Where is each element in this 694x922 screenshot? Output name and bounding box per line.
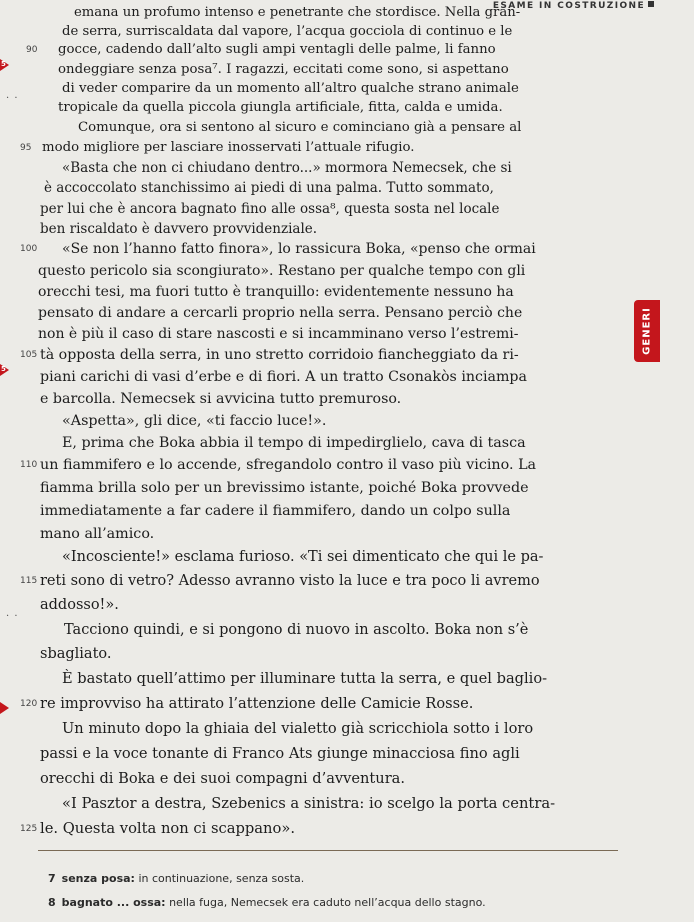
text-line: passi e la voce tonante di Franco Ats giunge minacciosa fino agli xyxy=(40,745,520,762)
text-line: orecchi di Boka e dei suoi compagni d’avventura. xyxy=(40,770,406,787)
text-line: mano all’amico. xyxy=(40,526,155,542)
line-number: 90 xyxy=(26,45,38,55)
side-tab-label: GENERI xyxy=(641,307,653,355)
text-line: de serra, surriscaldata dal vapore, l’acqua gocciola di continuo e le xyxy=(62,24,513,39)
text-line: piani carichi di vasi d’erbe e di fiori. A un tratto Csonakòs inciampa xyxy=(40,369,527,385)
text-line: addosso!». xyxy=(40,597,119,613)
text-line: 120 re improvviso ha attirato l’attenzione delle Camicie Rosse. xyxy=(20,695,474,712)
text-line: per lui che è ancora bagnato fino alle ossa⁸, questa sosta nel locale xyxy=(40,201,500,217)
footnote: 7 senza posa: in continuazione, senza sosta. xyxy=(48,872,305,885)
audio-track-marker-icon[interactable]: 5 xyxy=(0,364,9,376)
line-number: 110 xyxy=(20,460,38,470)
text-line: 125 le. Questa volta non ci scappano». xyxy=(20,820,296,837)
text-line: 110 un fiammifero e lo accende, sfregandolo contro il vaso più vicino. La xyxy=(20,457,537,473)
text-line: tropicale da quella piccola giungla artificiale, fitta, calda e umida. xyxy=(58,100,503,115)
text-line: 105 tà opposta della serra, in uno stretto corridoio fiancheggiato da ri- xyxy=(20,347,519,363)
section-title: ESAME IN COSTRUZIONE xyxy=(492,1,645,11)
footnote-divider xyxy=(38,850,618,851)
audio-track-marker-icon[interactable]: 5 xyxy=(0,59,9,71)
text-line: «Aspetta», gli dice, «ti faccio luce!». xyxy=(62,413,327,429)
footnote: 8 bagnato ... ossa: nella fuga, Nemecsek era caduto nell’acqua dello stagno. xyxy=(48,896,486,909)
margin-dots: · · xyxy=(6,611,19,622)
text-line: 115 reti sono di vetro? Adesso avranno visto la luce e tra poco li avremo xyxy=(20,573,540,589)
text-line: immediatamente a far cadere il fiammifero, dando un colpo sulla xyxy=(40,503,511,519)
text-line: Tacciono quindi, e si pongono di nuovo in ascolto. Boka non s’è xyxy=(64,622,529,638)
text-line: E, prima che Boka abbia il tempo di impedirglielo, cava di tasca xyxy=(62,435,526,451)
line-number: 115 xyxy=(20,576,38,586)
text-line: 90 gocce, cadendo dall’alto sugli ampi ventagli delle palme, li fanno xyxy=(26,42,496,57)
line-number: 95 xyxy=(20,143,32,153)
text-line: pensato di andare a cercarli proprio nella serra. Pensano perciò che xyxy=(38,305,523,321)
text-line: Un minuto dopo la ghiaia del vialetto già scricchiola sotto i loro xyxy=(62,720,534,737)
text-line: «I Pasztor a destra, Szebenics a sinistra: io scelgo la porta centra- xyxy=(62,795,556,812)
text-line: orecchi tesi, ma fuori tutto è tranquillo: evidentemente nessuno ha xyxy=(38,284,514,300)
line-number: 105 xyxy=(20,350,38,360)
line-number: 125 xyxy=(20,824,38,834)
text-line: e barcolla. Nemecsek si avvicina tutto premuroso. xyxy=(40,391,402,407)
text-line: 100 «Se non l’hanno fatto finora», lo rassicura Boka, «penso che ormai xyxy=(20,241,536,257)
text-line: ben riscaldato è davvero provvidenziale. xyxy=(40,221,318,237)
text-line: «Incosciente!» esclama furioso. «Ti sei dimenticato che qui le pa- xyxy=(62,549,544,565)
text-line: emana un profumo intenso e penetrante che stordisce. Nella gran- xyxy=(74,5,521,20)
line-number: 100 xyxy=(20,244,38,254)
text-line: «Basta che non ci chiudano dentro...» mormora Nemecsek, che si xyxy=(62,160,512,176)
text-line: di veder comparire da un momento all’altro qualche strano animale xyxy=(62,81,519,96)
text-line: È bastato quell’attimo per illuminare tutta la serra, e quel baglio- xyxy=(62,670,548,687)
text-line: fiamma brilla solo per un brevissimo istante, poiché Boka provvede xyxy=(40,480,529,496)
text-line: sbagliato. xyxy=(40,646,112,662)
text-line: non è più il caso di stare nascosti e si incamminano verso l’estremi- xyxy=(38,326,519,342)
text-line: è accoccolato stanchissimo ai piedi di una palma. Tutto sommato, xyxy=(44,180,494,196)
line-number: 120 xyxy=(20,699,38,709)
margin-dots: · · xyxy=(6,93,19,104)
text-line: questo pericolo sia scongiurato». Restano per qualche tempo con gli xyxy=(38,263,526,279)
text-line: Comunque, ora si sentono al sicuro e cominciano già a pensare al xyxy=(78,120,522,135)
text-line: ondeggiare senza posa⁷. I ragazzi, eccitati come sono, si aspettano xyxy=(58,62,509,77)
text-line: 95 modo migliore per lasciare inosservati l’attuale rifugio. xyxy=(20,140,415,155)
